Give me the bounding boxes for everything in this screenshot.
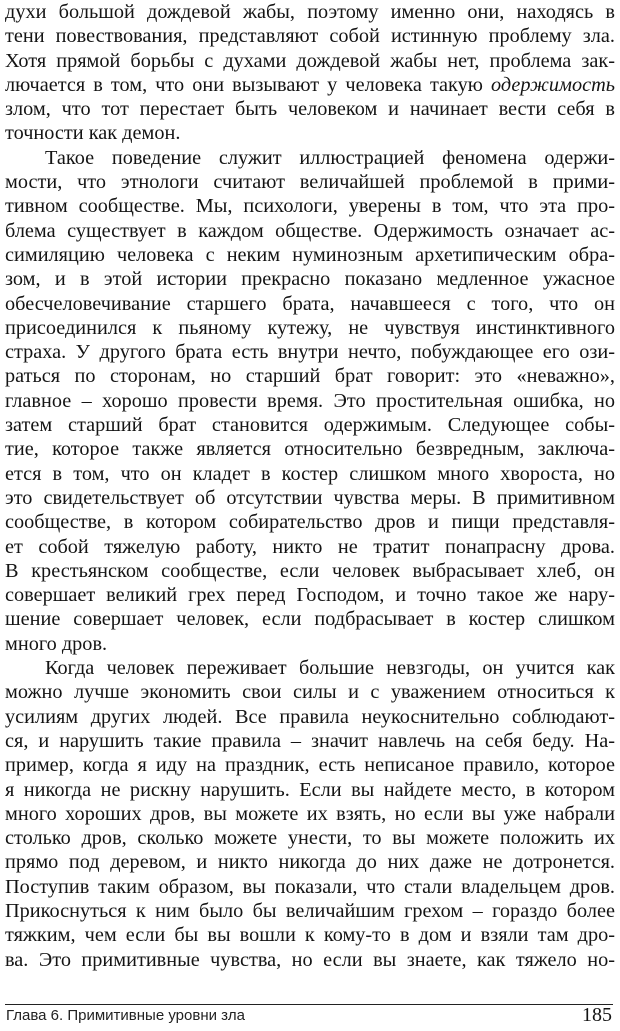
text-line: симиляцию человека с неким нуминозным архетипическим обра- — [5, 243, 615, 266]
text-line: главное – хорошо провести время. Это простительная ошибка, но — [5, 389, 615, 412]
text-line: обесчеловечивание старшего брата, начавшееся с того, что он — [5, 292, 615, 315]
running-footer-chapter: Глава 6. Примитивные уровни зла — [6, 1007, 245, 1024]
text-line: я никогда не рискну нарушить. Если вы найдете место, в котором — [5, 778, 615, 801]
text-line: блема существует в каждом обществе. Одержимость означает ас- — [5, 219, 615, 242]
paragraph-2 — [5, 146, 615, 656]
text-line: раться по сторонам, но старший брат говорит: это «неважно», — [5, 365, 615, 388]
text-line: тени повествования, представляют собой истинную проблему зла. — [5, 25, 615, 48]
text-line: духи большой дождевой жабы, поэтому именно они, находясь в — [5, 1, 615, 23]
text-line: ется в том, что он кладет в костер слишком много хвороста, но — [5, 462, 615, 485]
text-line: можно лучше экономить свои силы и с уважением относиться к — [5, 681, 615, 704]
page-body — [5, 0, 615, 972]
text-line: мости, что этнологи считают величайшей проблемой в прими- — [5, 171, 615, 194]
text-line: злом, что тот перестает быть человеком и начинает вести себя в — [5, 98, 615, 121]
text-line: много дров. — [5, 632, 108, 655]
text-line: Прикоснуться к ним было бы величайшим грехом – гораздо более — [5, 899, 615, 922]
text-line: совершает великий грех перед Господом, и точно такое же нару- — [5, 584, 615, 607]
text-line: страха. У другого брата есть внутри нечто, побуждающее его ози- — [5, 341, 615, 364]
text-line: затем старший брат становится одержимым. Следующее собы- — [5, 414, 615, 437]
text-line: усилиям других людей. Все правила неукоснительно соблюдают- — [5, 705, 615, 728]
page-number: 185 — [582, 1004, 612, 1026]
text-line: это свидетельствует об отсутствии чувства меры. В примитивном — [5, 486, 615, 509]
text-line: точности как демон. — [5, 122, 181, 145]
paragraph-1 — [5, 0, 615, 146]
text-line: присоединился к пьяному кутежу, не чувствуя инстинктивного — [5, 316, 615, 339]
text-line: лючается в том, что они вызывают у человека такую одержимость — [5, 73, 615, 96]
text-line: Когда человек переживает большие невзгоды, он учится как — [45, 657, 615, 680]
text-line: шение совершает человек, если подбрасывает в костер слишком — [5, 608, 615, 631]
text-line: Поступив таким образом, вы показали, что стали владельцем дров. — [5, 875, 615, 898]
paragraph-3 — [5, 656, 615, 972]
text-line: столько дров, сколько можете унести, то вы можете положить их — [5, 827, 615, 850]
text-line: ва. Это примитивные чувства, но если вы знаете, как тяжело но- — [5, 948, 615, 971]
text-line: много хороших дров, вы можете их взять, но если вы уже набрали — [5, 802, 615, 825]
emphasized-word: одержимость — [491, 73, 615, 96]
text-line: ет собой тяжелую работу, никто не тратит понапрасну дрова. — [5, 535, 615, 558]
text-line: сообществе, в котором собирательство дров и пищи представля- — [5, 511, 615, 534]
text-line: Хотя прямой борьбы с духами дождевой жабы нет, проблема зак- — [5, 49, 615, 72]
text-line: зом, и в этой истории прекрасно показано медленное ужасное — [5, 268, 615, 291]
text-line: В крестьянском сообществе, если человек выбрасывает хлеб, он — [5, 559, 615, 582]
text-line: ся, и нарушить такие правила – значит навлечь на себя беду. На- — [5, 729, 615, 752]
text-line: тяжким, чем если бы вы вошли к кому-то в дом и взяли там дро- — [5, 924, 615, 947]
text-line: тие, которое также является относительно безвредным, заключа- — [5, 438, 615, 461]
text-line: Такое поведение служит иллюстрацией феномена одержи- — [45, 146, 615, 169]
text-line: тивном сообществе. Мы, психологи, уверены в том, что эта про- — [5, 195, 615, 218]
text-line: пример, когда я иду на праздник, есть неписаное правило, которое — [5, 754, 615, 777]
text-line: прямо под деревом, и никто никогда до них даже не дотронется. — [5, 851, 615, 874]
footer-divider — [5, 1004, 613, 1005]
